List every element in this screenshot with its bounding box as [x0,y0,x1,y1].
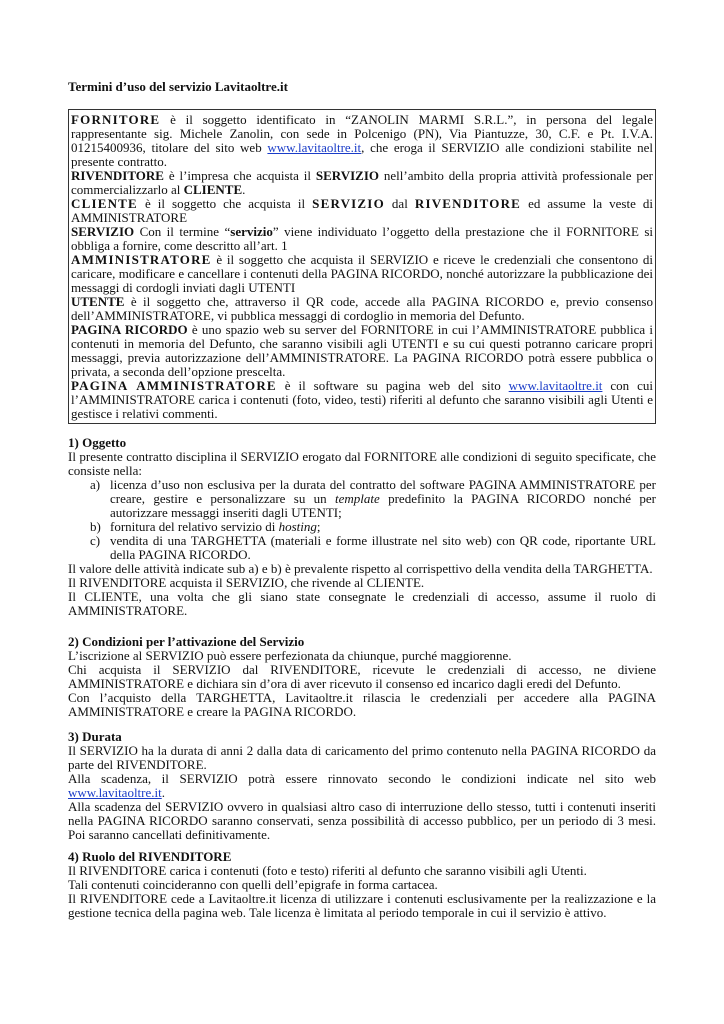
list-item: a) licenza d’uso non esclusiva per la durata del contratto del software PAGINA AMMINISTRATORE per creare, gestire e personalizzare su un template predefinito la PAGINA RICORDO nonché per autorizzare messaggi inseriti dagli UTENTI; [90,477,656,520]
paragraph: Chi acquista il SERVIZIO dal RIVENDITORE, ricevute le credenziali di accesso, ne diviene AMMINISTRATORE e dichiara sin d’ora di aver ricevuto il consenso ed incarico dagli eredi del Defunto. [68,662,656,691]
paragraph: Alla scadenza del SERVIZIO ovvero in qualsiasi altro caso di interruzione dello stesso, tutti i contenuti inseriti nella PAGINA RICORDO saranno conservati, senza possibilità di accesso pubblico, per un periodo di 3 mesi. Poi saranno cancellati definitivamente. [68,799,656,842]
term-fornitore: FORNITORE [71,112,161,127]
site-link[interactable]: www.lavitaoltre.it [267,140,362,155]
list-item: b) fornitura del relativo servizio di hosting; [90,519,321,534]
definitions-box [68,109,656,424]
term-pagina-amministratore: PAGINA AMMINISTRATORE [71,378,277,393]
term-rivenditore: RIVENDITORE [71,168,164,183]
document-title: Termini d’uso del servizio Lavitaoltre.it [68,79,288,94]
def-cliente: CLIENTE è il soggetto che acquista il SERVIZIO dal RIVENDITORE ed assume la veste di AMMINISTRATORE [71,196,654,225]
paragraph: Il RIVENDITORE carica i contenuti (foto e testo) riferiti al defunto che saranno visibili agli Utenti. [68,863,587,878]
def-amministratore: AMMINISTRATORE è il soggetto che acquista il SERVIZIO e riceve le credenziali che consentono di caricare, modificare e cancellare i contenuti della PAGINA RICORDO, nonché autorizzare la pubblicazione dei messaggi di cordogli inviati dagli UTENTI [71,252,653,295]
paragraph: Il CLIENTE, una volta che gli siano state consegnate le credenziali di accesso, assume il ruolo di AMMINISTRATORE. [68,589,656,618]
term-utente: UTENTE [71,294,125,309]
paragraph: Il RIVENDITORE cede a Lavitaoltre.it licenza di utilizzare i contenuti esclusivamente per la realizzazione e la gestione tecnica della pagina web. Tale licenza è limitata al periodo temporale in cui il servizio è attivo. [68,891,656,920]
def-pagina-amministratore: PAGINA AMMINISTRATORE è il software su pagina web del sito www.lavitaoltre.it con cui l’AMMINISTRATORE carica i contenuti (foto, video, testi) riferiti al defunto che saranno visibili agli Utenti e gestisce i relativi commenti. [71,378,653,421]
def-servizio: SERVIZIO Con il termine “servizio” viene individuato l’oggetto della prestazione che il FORNITORE si obbliga a fornire, come descritto all’art. 1 [71,224,653,253]
section-heading: 4) Ruolo del RIVENDITORE [68,849,232,864]
term-pagina-ricordo: PAGINA RICORDO [71,322,188,337]
def-rivenditore: RIVENDITORE è l’impresa che acquista il SERVIZIO nell’ambito della propria attività professionale per commercializzarlo al CLIENTE. [71,168,653,197]
paragraph: Tali contenuti coincideranno con quelli dell’epigrafe in forma cartacea. [68,877,438,892]
def-fornitore: FORNITORE è il soggetto identificato in “ZANOLIN MARMI S.R.L.”, in persona del legale rappresentante sig. Michele Zanolin, con sede in Polcenigo (PN), Via Piantuzze, 30, C.F. e Pt. I.V.A. 01215400936, titolare del sito web www.lavitaoltre.it, che eroga il SERVIZIO alle condizioni stabilite nel presente contratto. [71,112,654,169]
paragraph: Il SERVIZIO ha la durata di anni 2 dalla data di caricamento del primo contenuto nella PAGINA RICORDO da parte del RIVENDITORE. [68,743,656,772]
term-amministratore: AMMINISTRATORE [71,252,212,267]
def-utente: UTENTE è il soggetto che, attraverso il QR code, accede alla PAGINA RICORDO e, previo consenso dell’AMMINISTRATORE, vi pubblica messaggi di cordoglio in memoria del Defunto. [71,294,653,323]
section-condizioni [68,635,656,719]
site-link[interactable]: www.lavitaoltre.it [508,378,603,393]
section-heading: 2) Condizioni per l’attivazione del Servizio [68,634,305,649]
paragraph: Il presente contratto disciplina il SERVIZIO erogato dal FORNITORE alle condizioni di seguito specificate, che consiste nella: [68,449,656,478]
list-item: c) vendita di una TARGHETTA (materiali e forme illustrate nel sito web) con QR code, riportante URL della PAGINA RICORDO. [90,533,656,562]
term-servizio: SERVIZIO [71,224,135,239]
section-heading: 3) Durata [68,729,122,744]
section-ruolo-rivenditore [68,850,656,920]
section-oggetto [68,436,656,618]
site-link[interactable]: www.lavitaoltre.it [68,785,162,800]
term-cliente: CLIENTE [71,196,138,211]
object-list [68,478,656,562]
paragraph: Il RIVENDITORE acquista il SERVIZIO, che rivende al CLIENTE. [68,575,425,590]
section-durata [68,730,656,842]
paragraph: Alla scadenza, il SERVIZIO potrà essere rinnovato secondo le condizioni indicate nel sito web www.lavitaoltre.it. [68,771,656,800]
paragraph: Il valore delle attività indicate sub a) e b) è prevalente rispetto al corrispettivo della vendita della TARGHETTA. [68,561,653,576]
paragraph: Con l’acquisto della TARGHETTA, Lavitaoltre.it rilascia le credenziali per accedere alla PAGINA AMMINISTRATORE e creare la PAGINA RICORDO. [68,690,656,719]
paragraph: L’iscrizione al SERVIZIO può essere perfezionata da chiunque, purché maggiorenne. [68,648,512,663]
def-pagina-ricordo: PAGINA RICORDO è uno spazio web su server del FORNITORE in cui l’AMMINISTRATORE pubblica i contenuti in memoria del Defunto, che saranno visibili agli UTENTI e su cui questi potranno caricare propri messaggi, previa autorizzazione dell’AMMINISTRATORE. La PAGINA RICORDO potrà essere pubblica o privata, a seconda dell’opzione prescelta. [71,322,653,379]
section-heading: 1) Oggetto [68,435,127,450]
